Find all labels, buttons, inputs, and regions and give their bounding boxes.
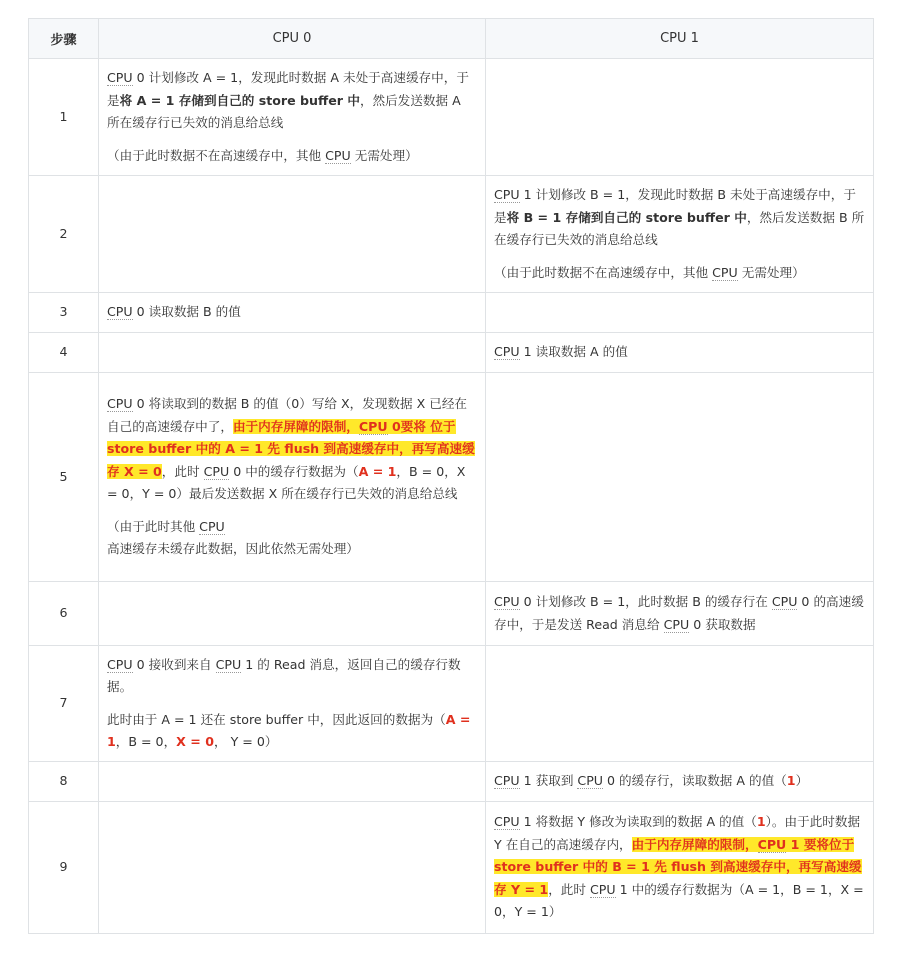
cpu-abbr: CPU <box>358 418 388 434</box>
table-row <box>29 293 874 333</box>
cpu0-cell <box>99 802 486 934</box>
cell-paragraph: CPU 0 接收到来自 CPU 1 的 Read 消息，返回自己的缓存行数据。 <box>107 656 461 694</box>
highlight-text: CPU 1 要将位于 store buffer 中的 B = 1 先 flush 到高速缓存中，再写高速缓存 Y = 1 <box>494 836 862 897</box>
table-row <box>29 59 874 176</box>
step-cell: 4 <box>29 333 99 373</box>
cpu0-cell <box>99 582 486 646</box>
table-row <box>29 176 874 293</box>
cpu-abbr: CPU <box>107 304 133 320</box>
red-value: A = 1 <box>358 463 397 479</box>
header-cpu0: CPU 0 <box>99 19 486 59</box>
step-cell: 6 <box>29 582 99 646</box>
cpu-abbr: CPU <box>199 518 225 534</box>
cpu0-cell <box>99 333 486 373</box>
table-body <box>29 59 874 934</box>
cpu-abbr: CPU <box>494 773 520 789</box>
step-cell: 3 <box>29 293 99 333</box>
cell-paragraph: （由于此时其他 CPU 高速缓存未缓存此数据，因此依然无需处理） <box>107 518 359 557</box>
red-value: X = 0 <box>176 734 214 749</box>
table-header-row <box>29 19 874 59</box>
cpu-steps-table <box>28 18 874 934</box>
cpu1-cell <box>486 802 874 934</box>
cpu-abbr: CPU <box>771 594 798 609</box>
cpu-abbr: CPU <box>589 881 616 897</box>
header-step: 步骤 <box>29 19 99 59</box>
cpu0-cell <box>99 646 486 762</box>
cell-paragraph: 此时由于 A = 1 还在 store buffer 中，因此返回的数据为（A = 1，B = 0，X = 0， Y = 0） <box>107 711 471 749</box>
cell-paragraph: CPU 0 计划修改 A = 1，发现此时数据 A 未处于高速缓存中，于是将 A = 1 存储到自己的 store buffer 中，然后发送数据 A 所在缓存行已失效的消息给总线 <box>107 70 469 130</box>
cpu-abbr: CPU <box>757 836 787 852</box>
step-cell: 2 <box>29 176 99 293</box>
cell-paragraph: CPU 1 计划修改 B = 1，发现此时数据 B 未处于高速缓存中，于是将 B = 1 存储到自己的 store buffer 中，然后发送数据 B 所在缓存行已失效的消息给总线 <box>494 187 865 247</box>
cpu-abbr: CPU <box>494 187 520 202</box>
cpu0-cell <box>99 293 486 333</box>
bold-text: 将 A = 1 存储到自己的 store buffer 中 <box>119 92 360 108</box>
cpu0-cell <box>99 762 486 802</box>
cpu-abbr: CPU <box>494 344 520 360</box>
step-cell: 1 <box>29 59 99 176</box>
cell-paragraph: CPU 1 将数据 Y 修改为读取到的数据 A 的值（1）。由于此时数据 Y 在自己的高速缓存内，由于内存屏障的限制，CPU 1 要将位于 store buffer 中的 B = 1 先 flush 到高速缓存中，再写高速缓存 Y = 1，此时 CPU 1 中的缓存行数据为（A = 1，B = 1，X = 0，Y = 1） <box>494 814 864 920</box>
cpu1-cell <box>486 333 874 373</box>
cell-paragraph: CPU 0 读取数据 B 的值 <box>107 304 241 320</box>
cpu-abbr: CPU <box>494 814 520 830</box>
cell-paragraph: CPU 0 将读取到的数据 B 的值（0）写给 X，发现数据 X 已经在自己的高速缓存中了，由于内存屏障的限制，CPU 0要将 位于 store buffer 中的 A = 1 先 flush 到高速缓存中，再写高速缓存 X = 0，此时 CPU 0 中的缓存行数据为（A = 1，B = 0，X = 0，Y = 0）最后发送数据 X 所在缓存行已失效的消息给总线 <box>107 396 475 502</box>
cpu0-cell <box>99 373 486 582</box>
cell-paragraph: CPU 1 获取到 CPU 0 的缓存行，读取数据 A 的值（1） <box>494 773 809 789</box>
table-row <box>29 802 874 934</box>
cpu-abbr: CPU <box>712 264 738 280</box>
step-cell: 7 <box>29 646 99 762</box>
cpu1-cell <box>486 176 874 293</box>
bold-text: 将 B = 1 存储到自己的 store buffer 中 <box>506 209 747 225</box>
cpu-abbr: CPU <box>215 656 242 672</box>
table-row <box>29 762 874 802</box>
cell-paragraph: CPU 0 计划修改 B = 1，此时数据 B 的缓存行在 CPU 0 的高速缓存中，于是发送 Read 消息给 CPU 0 获取数据 <box>494 594 864 632</box>
cpu-abbr: CPU <box>107 70 133 85</box>
cpu1-cell <box>486 646 874 762</box>
table-row <box>29 582 874 646</box>
cpu1-cell <box>486 373 874 582</box>
red-value: 1 <box>756 814 766 830</box>
step-cell: 5 <box>29 373 99 582</box>
step-cell: 9 <box>29 802 99 934</box>
header-cpu1: CPU 1 <box>486 19 874 59</box>
cpu-abbr: CPU <box>107 656 133 672</box>
cpu1-cell <box>486 582 874 646</box>
cpu1-cell <box>486 59 874 176</box>
cell-paragraph: （由于此时数据不在高速缓存中，其他 CPU 无需处理） <box>494 264 805 280</box>
table-row <box>29 646 874 762</box>
cpu1-cell <box>486 762 874 802</box>
table-row <box>29 333 874 373</box>
cpu-abbr: CPU <box>494 594 520 609</box>
cpu1-cell <box>486 293 874 333</box>
cpu-abbr: CPU <box>663 616 690 632</box>
cpu-abbr: CPU <box>203 463 230 479</box>
highlight-text: 由于内存屏障的限制， <box>631 836 758 852</box>
step-cell: 8 <box>29 762 99 802</box>
cpu-abbr: CPU <box>577 773 604 789</box>
cell-paragraph: （由于此时数据不在高速缓存中，其他 CPU 无需处理） <box>107 147 418 163</box>
cell-paragraph: CPU 1 读取数据 A 的值 <box>494 344 628 360</box>
cpu0-cell <box>99 59 486 176</box>
cpu-abbr: CPU <box>107 396 133 412</box>
red-value: 1 <box>786 773 796 789</box>
red-value: A = 1 <box>107 711 471 749</box>
cpu0-cell <box>99 176 486 293</box>
highlight-text: 由于内存屏障的限制，CPU 0要将 位于 store buffer 中的 A = 1 先 flush 到高速缓存中，再写高速缓存 X = 0 <box>107 418 475 479</box>
table-row <box>29 373 874 582</box>
cpu-abbr: CPU <box>325 147 351 163</box>
